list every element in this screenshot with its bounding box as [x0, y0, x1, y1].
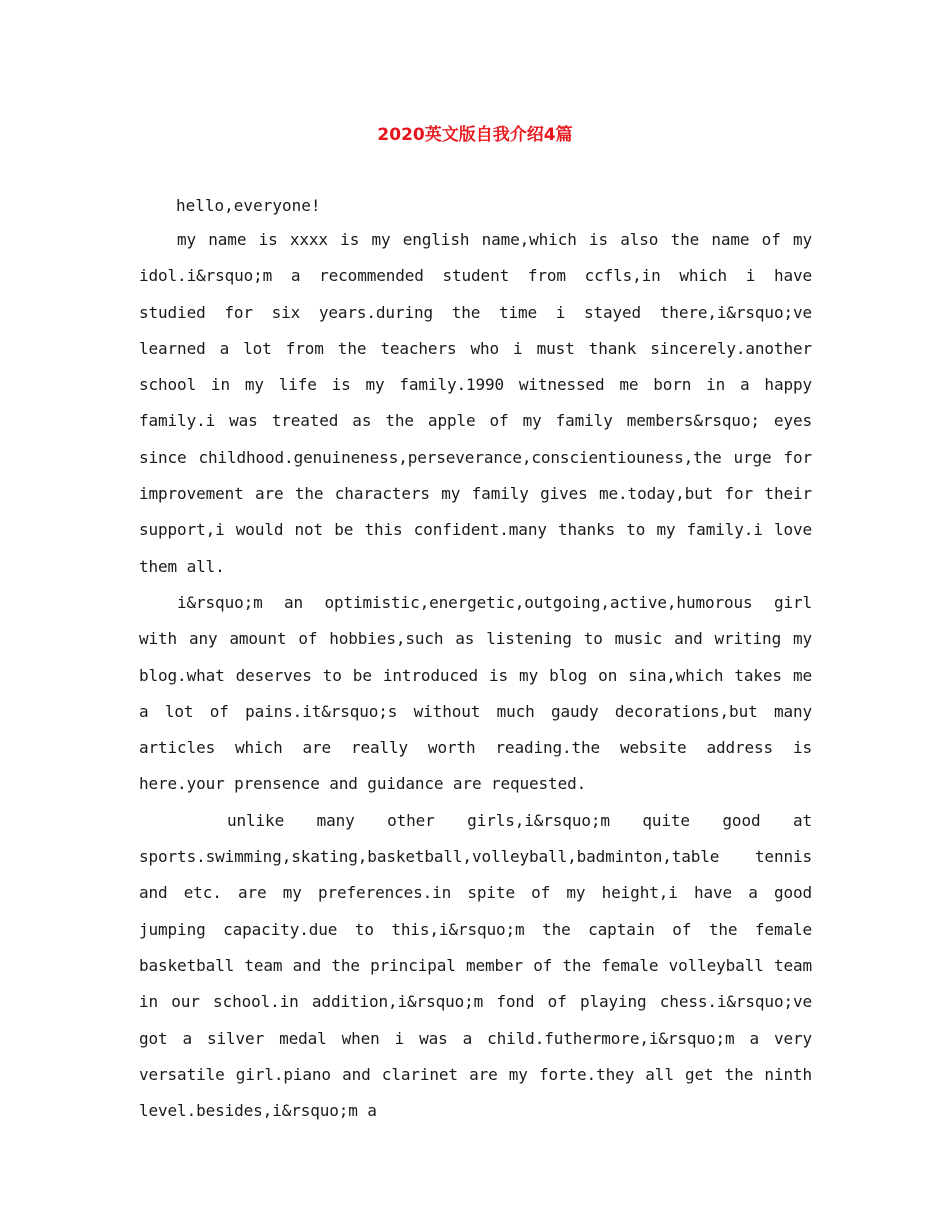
paragraph-3: unlike many other girls,i&rsquo;m quite good at sports.swimming,skating,basketball,volleyball,badminton,table tennis and etc. are my preferences.in spite of my height,i have a good jumping capacity.due to this,i&rsquo;m the captain of the female basketball team and the principal member of the female volleyball team in our school.in addition,i&rsquo;m fond of playing chess.i&rsquo;ve got a silver medal when i was a child.futhermore,i&rsquo;m a very versatile girl.piano and clarinet are my forte.they all get the ninth level.besides,i&rsquo;m a	[139, 810, 812, 1121]
document-body	[139, 188, 812, 1129]
paragraph-2: i&rsquo;m an optimistic,energetic,outgoing,active,humorous girl with any amount of hobbies,such as listening to music and writing my blog.what deserves to be introduced is my blog on sina,which takes me a lot of pains.it&rsquo;s without much gaudy decorations,but many articles which are really worth reading.the website address is here.your prensence and guidance are requested.	[139, 592, 812, 794]
greeting-line: hello,everyone!	[176, 196, 321, 215]
paragraph-1: my name is xxxx is my english name,which is also the name of my idol.i&rsquo;m a recommended student from ccfls,in which i have studied for six years.during the time i stayed there,i&rsquo;ve learned a lot from the teachers who i must thank sincerely.another school in my life is my family.1990 witnessed me born in a happy family.i was treated as the apple of my family members&rsquo; eyes since childhood.genuineness,perseverance,conscientiouness,the urge for improvement are the characters my family gives me.today,but for their support,i would not be this confident.many thanks to my family.i love them all.	[139, 230, 812, 576]
document-title: 2020英文版自我介绍4篇	[377, 125, 573, 145]
